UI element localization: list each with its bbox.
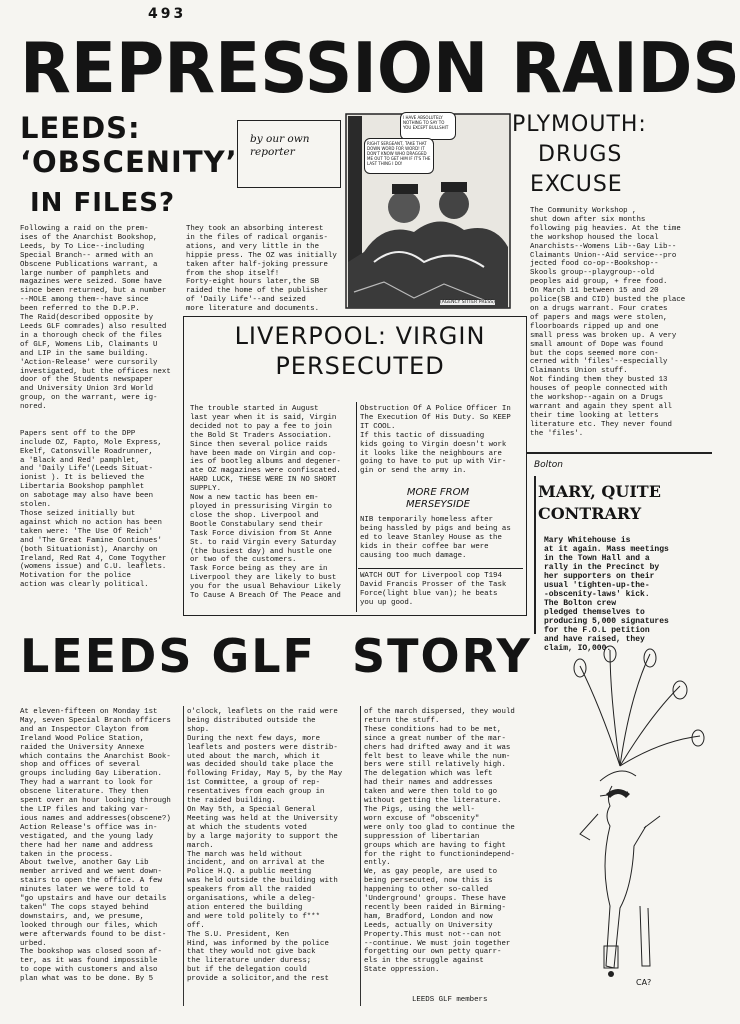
cartoon-credit: (AGENCY SITTER PRESS) [440,300,495,305]
glf-signoff: LEEDS GLF members [412,996,488,1004]
bolton-heading-1: MARY, QUITE [538,482,661,501]
bolton-heading-2: CONTRARY [538,504,642,523]
peacock-figure-art [540,646,710,1006]
police-cartoon [344,112,512,312]
speech-bubble-1: I HAVE ABSOLUTELY NOTHING TO SAY TO YOU EXCEPT BULLSHIT [400,112,456,140]
glf-column-3: of the march dispersed, they would return the stuff. These conditions had to be met, since a great number of the mar- chers had drifted away and it was felt best to leave while the num- bers were still relatively high. The delegation which was left had their names and addresses taken and were then told to go without getting the literature. The Pigs, using the well- worn excuse of "obscenity" were only too glad to continue the suppression of libertarian groups which are having to fight for the right to functionindepend- ently. We, as gay people, are used to being persecuted, now this is happening to other so-called 'Underground' groups. These have recently been raided in Birming- ham, Bradford, London and now Leeds, actually on University Property.This must not--can not --continue. We must join together forgetting our own petty quarr- els in the struggle against State oppression. [364,708,515,975]
speech-bubble-2: RIGHT SERGEANT, TAKE THAT DOWN WORD FOR WORD! IT DON'T KNOW WHO DRAGGED ME OUT TO GET HIM IF IT'S THE LAST THING I DO! [364,138,434,174]
peacock-figure-illustration [540,646,710,1006]
bolton-label: Bolton [534,460,563,470]
page-number: 493 [148,6,187,22]
glf-heading: LEEDS GLF STORY [20,629,532,683]
leeds-heading-3: IN FILES? [30,188,176,218]
plymouth-heading-3: EXCUSE [530,172,623,197]
bolton-rule-left [534,476,536,634]
glf-column-1: At eleven-fifteen on Monday 1st May, seven Special Branch officers and an Inspector Clayton from Ireland Wood Police Station, raided the University Annexe which contains the Anarchist Book- shop and offices of several groups including Gay Liberation. They had a warrant to look for obscene literature. They then spent over an hour looking through the LIP files and taking var- ious names and addresses(obscene?) Action Release's office was in- vestigated, and the young lady there had her name and address taken in the process. About twelve, another Gay Lib member arrived and we went down- stairs to open the office. A few minutes later we were told to "go upstairs and have our details taken" The cops stayed behind downstairs, and, we presume, looked through our files, which were afterwards found to be dist- urbed. The bookshop was closed soon af- ter, as it was found impossible to cope with customers and also plan what was to be done. By 5 [20,708,171,984]
glf-column-2: o'clock, leaflets on the raid were being distributed outside the shop. During the next few days, more leaflets and posters were distrib- uted about the march, which it was decided should take place the following Friday, May 5, by the May 1st Committee, a group of rep- resentatives from each group in the raided building. On May 5th, a Special General Meeting was held at the University at which the students voted by a large majority to support the march. The march was held without incident, and on arrival at the Police H.Q. a public meeting was held outside the building with speakers from all the raided organisations, while a deleg- ation entered the building and were told politely to f*** off. The S.U. President, Ken Hind, was informed by the police that they would not give back the literature under duress; but if the delegation could provide a solicitor,and the rest [187,708,343,984]
merseyside-subhead: MORE FROM MERSEYSIDE [406,487,470,510]
plymouth-heading-1: PLYMOUTH: [512,112,647,137]
glf-divider-2 [360,706,361,1006]
leeds-column-1: Following a raid on the prem- ises of the Anarchist Bookshop, Leeds, by To Lice--including Special Branch-- armed with an Obscene Publications warrant, a large number of pamphlets and magazines were seized. Some have since been returned, but a number --MOLE among them--have since been referred to the D.P.P. The Raid(described opposite by Leeds GLF comrades) also resulted in a thorough check of the files of GLF, Womens Lib, Claimants U and LIP in the same building. 'Action-Release' were cursorily investigated, but the offices next door of the Students newspaper and University Union 3rd World group, on the warrant, were ig- nored. Papers sent off to the DPP include OZ, Fapto, Mole Express, Ekelf, Catonsville Roadrunner, a 'Black and Red' pamphlet, and 'Daily Life'(Leeds Situat- ionist ). It is believed the Libertaria Bookshop pamphlet on sabotage may also have been stolen. Those seized initially but against which no action has been taken were: 'The Use Of Reich' and 'The Great Famine Continues' (both Situationist), Anarchy on Ireland, Red Rat 4, Come Togyther (womens issue) and C.U. leaflets. Motivation for the police action was clearly political. [20,225,171,590]
liverpool-column-1: The trouble started in August last year when it is said, Virgin decided not to pay a fee to join the Bold St Traders Association. Since then several police raids have been made on Virgin and cop- ies of bootleg albums and degener- ate OZ magazines were confiscated. HARD LUCK, THESE WERE IN NO SHORT SUPPLY. Now a new tactic has been em- ployed in pressurising Virgin to close the shop. Liverpool and Bootle Constabulary send their Task Force division from St Anne St. to raid Virgin every Saturday (the busiest day) and hustle one or two of the customers. Task Force being as they are in Liverpool they are likely to bust you for the usual Behaviour Likely To Cause A Breach Of The Peace and [190,405,341,601]
liverpool-heading-2: PERSECUTED [275,352,445,380]
byline: by our own reporter [250,133,310,158]
leeds-column-2: They took an absorbing interest in the files of radical organis- ations, and very little in the hippie press. The OZ was initially taken after half-joking pressure from the shop itself! Forty-eight hours later,the SB raided the home of the publisher of 'Daily Life'--and seized more literature and documents. [186,225,337,314]
bolton-rule-top [526,452,712,454]
watch-out-rule [358,568,523,569]
plymouth-heading-2: DRUGS [538,142,623,167]
liverpool-heading-1: LIVERPOOL: VIRGIN [234,322,486,350]
leeds-heading-2: ‘OBSCENITY’ [20,145,238,179]
bolton-body: Mary Whitehouse is at it again. Mass meetings in the Town Hall and a rally in the Precinct by her supporters on their usual 'tighten-up-the- -obscenity-laws' kick. The Bolton crew pledged themselves to producing 5,000 signatures for the F.O.L petition and have raised, they claim, IO,000. [544,536,669,653]
byline-box [237,120,341,188]
masthead-title: REPRESSION RAIDS [20,28,740,109]
liverpool-column-2a: Obstruction Of A Police Officer In The Execution Of His Duty. So KEEP IT COOL. If this tactic of dissuading kids going to Virgin doesn't work it looks like the neighbours are going to have to put up with Vir- gin or send the army in. [360,405,511,476]
glf-divider-1 [183,706,184,1006]
liverpool-column-2b: NIB temporarily homeless after being hassled by pigs and being as ed to leave Stanley House as the kids in their coffee bar were causing too much damage. [360,516,511,560]
liverpool-divider [356,402,357,612]
plymouth-body: The Community Workshop , shut down after six months following pig heavies. At the time the workshop housed the local Anarchists--Womens Lib--Gay Lib-- Claimants Union--Aid service--pro jected food co-op--Bookshop-- Skools group--playgroup--old peoples aid group, + free food. On March 11 between 15 and 20 police(SB and CID) busted the place on a drugs warrant. Four crates of papers and mags were stolen, floorboards ripped up and one small press was broken up. A very small amount of Dope was found but the cops seemed more con- cerned with 'files'--especially Claimants Union stuff. Not finding them they busted 13 houses of people connected with the workshop--again on a Drugs warrant and again they spent all their time looking at letters literature etc. They never found the 'files'. [530,207,686,438]
artist-mark: CA? [636,978,652,987]
liverpool-column-2c: WATCH OUT for Liverpool cop T194 David Francis Prosser of the Task Force(light blue van); he beats you up good. [360,572,507,607]
leeds-heading-1: LEEDS: [20,111,141,145]
